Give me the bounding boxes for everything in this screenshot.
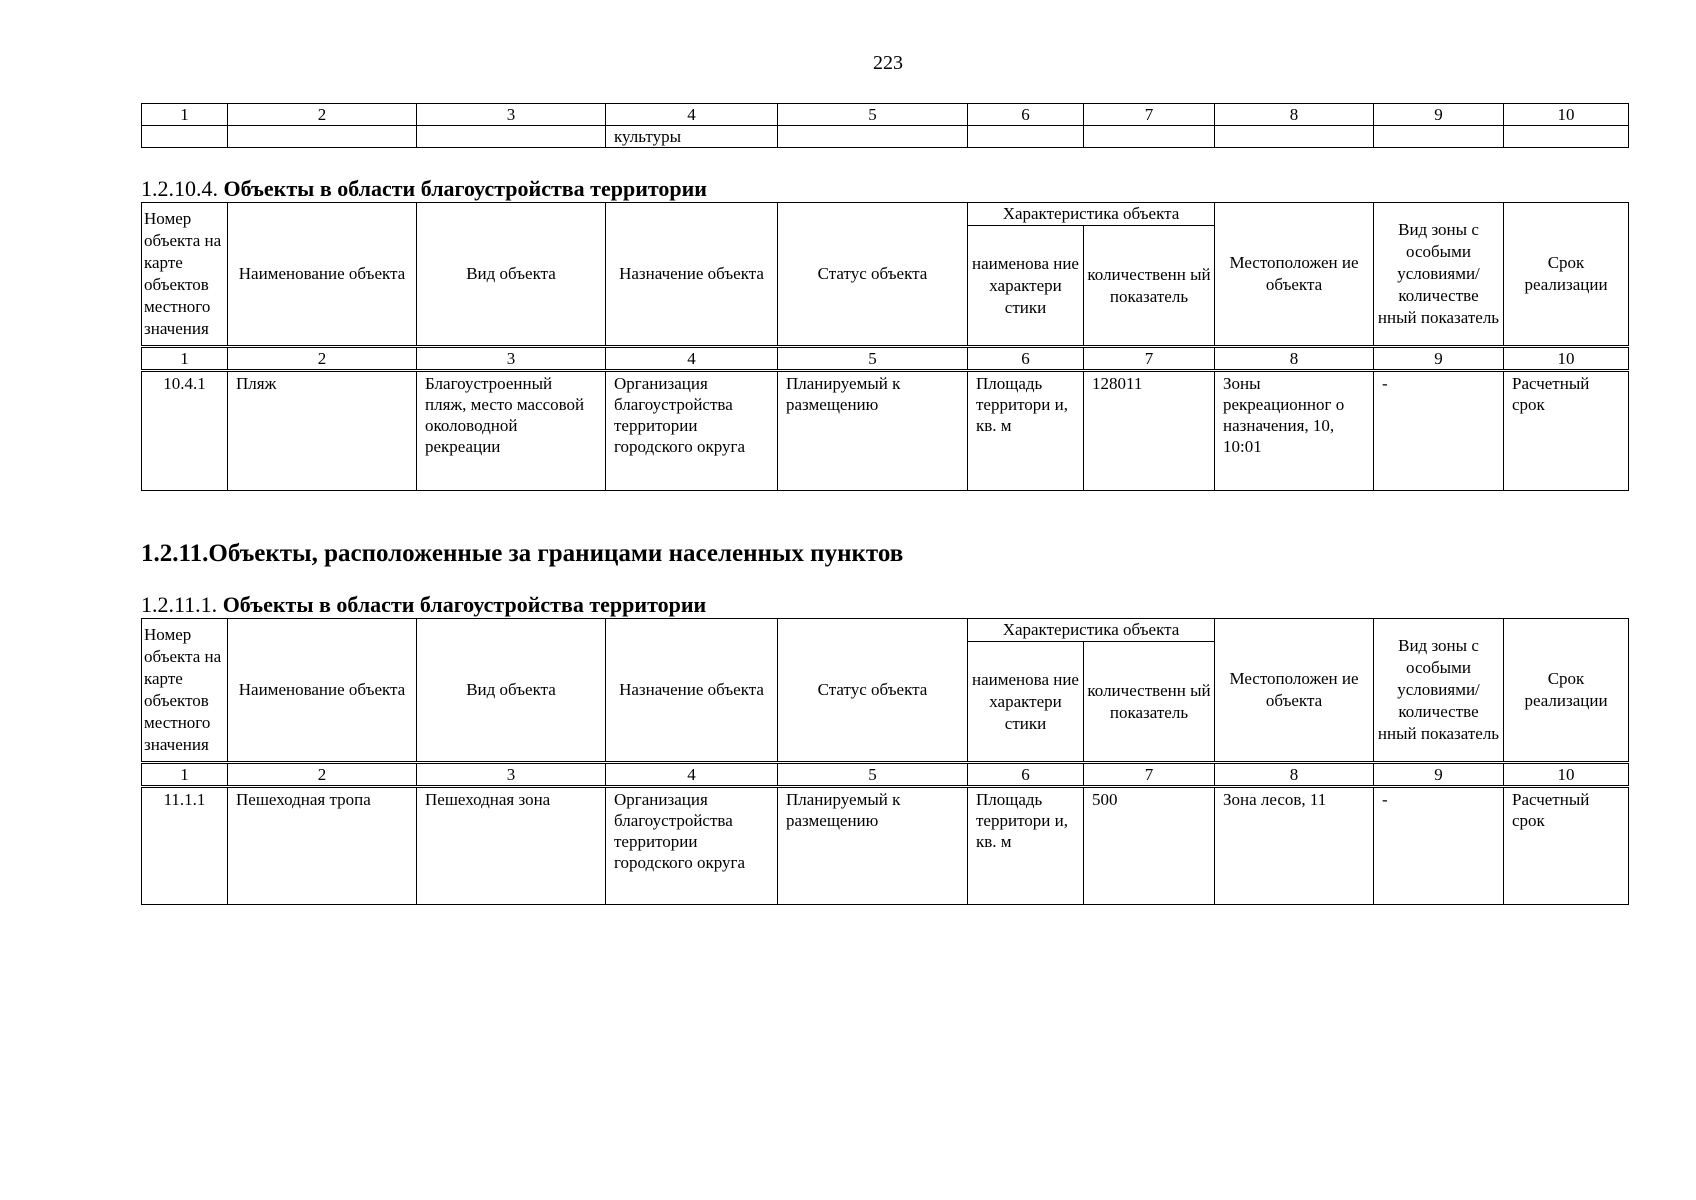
header-location: Местоположен ие объекта <box>1215 203 1374 347</box>
column-number: 8 <box>1215 763 1374 787</box>
column-number: 3 <box>417 347 606 371</box>
cell-characteristic-value: 500 <box>1084 787 1215 905</box>
section-title: Объекты, расположенные за границами населенных пунктов <box>208 540 904 567</box>
cell-object-number: 11.1.1 <box>142 787 228 905</box>
cell-location: Зоны рекреационног о назначения, 10, 10:01 <box>1215 371 1374 491</box>
subsection-heading <box>141 176 707 202</box>
page-number: 223 <box>873 52 903 74</box>
header-location: Местоположен ие объекта <box>1215 619 1374 763</box>
cell-object-name: Пешеходная тропа <box>228 787 417 905</box>
header-term: Срок реализации <box>1504 203 1629 347</box>
column-number-row <box>142 104 1629 126</box>
section-number: 1.2.11. <box>141 540 209 567</box>
column-number: 6 <box>968 104 1084 126</box>
header-object-name: Наименование объекта <box>228 619 417 763</box>
header-characteristic-name: наименова ние характери стики <box>968 642 1084 763</box>
subsection-title: Объекты в области благоустройства территории <box>222 592 707 617</box>
cell-characteristic-name: Площадь территори и, кв. м <box>968 371 1084 491</box>
subsection-number: 1.2.10.4. <box>141 176 218 201</box>
subsection-number: 1.2.11.1. <box>141 592 218 617</box>
header-object-purpose: Назначение объекта <box>606 203 778 347</box>
column-number-row <box>142 347 1629 371</box>
header-characteristic-value: количественн ый показатель <box>1084 642 1215 763</box>
cell-special-zone: - <box>1374 787 1504 905</box>
column-number: 2 <box>228 347 417 371</box>
header-object-type: Вид объекта <box>417 619 606 763</box>
cell-purpose: культуры <box>606 126 778 148</box>
column-number: 8 <box>1215 347 1374 371</box>
column-number: 3 <box>417 763 606 787</box>
column-number: 2 <box>228 763 417 787</box>
table-row <box>142 787 1629 905</box>
column-number: 8 <box>1215 104 1374 126</box>
column-number: 5 <box>778 763 968 787</box>
column-number: 9 <box>1374 763 1504 787</box>
column-number: 10 <box>1504 763 1629 787</box>
subsection-title: Объекты в области благоустройства территории <box>223 176 707 201</box>
column-number: 5 <box>778 347 968 371</box>
column-number: 9 <box>1374 104 1504 126</box>
column-number: 10 <box>1504 347 1629 371</box>
column-number: 1 <box>142 104 228 126</box>
objects-table <box>141 618 1629 905</box>
column-number: 7 <box>1084 763 1215 787</box>
header-object-status: Статус объекта <box>778 203 968 347</box>
continuation-table <box>141 103 1629 148</box>
objects-table <box>141 202 1629 491</box>
cell-term: Расчетный срок <box>1504 371 1629 491</box>
column-number: 9 <box>1374 347 1504 371</box>
cell-special-zone: - <box>1374 371 1504 491</box>
column-number: 4 <box>606 104 778 126</box>
column-number-row <box>142 763 1629 787</box>
header-object-purpose: Назначение объекта <box>606 619 778 763</box>
cell-term: Расчетный срок <box>1504 787 1629 905</box>
cell-characteristic-value: 128011 <box>1084 371 1215 491</box>
cell-object-status: Планируемый к размещению <box>778 787 968 905</box>
column-number: 7 <box>1084 104 1215 126</box>
header-object-status: Статус объекта <box>778 619 968 763</box>
cell-object-purpose: Организация благоустройства территории городского округа <box>606 787 778 905</box>
column-number: 5 <box>778 104 968 126</box>
cell-object-type: Благоустроенный пляж, место массовой околоводной рекреации <box>417 371 606 491</box>
column-number: 2 <box>228 104 417 126</box>
cell-object-type: Пешеходная зона <box>417 787 606 905</box>
header-characteristic-name: наименова ние характери стики <box>968 226 1084 347</box>
column-number: 4 <box>606 763 778 787</box>
column-number: 4 <box>606 347 778 371</box>
header-characteristic-value: количественн ый показатель <box>1084 226 1215 347</box>
cell-object-number: 10.4.1 <box>142 371 228 491</box>
header-object-name: Наименование объекта <box>228 203 417 347</box>
header-characteristic-group: Характеристика объекта <box>968 203 1215 226</box>
header-term: Срок реализации <box>1504 619 1629 763</box>
table-row <box>142 126 1629 148</box>
section-heading <box>141 540 903 568</box>
column-number: 1 <box>142 347 228 371</box>
header-object-number: Номер объекта на карте объектов местного значения <box>142 203 228 347</box>
column-number: 1 <box>142 763 228 787</box>
column-number: 3 <box>417 104 606 126</box>
header-characteristic-group: Характеристика объекта <box>968 619 1215 642</box>
header-special-zone: Вид зоны с особыми условиями/ количестве нный показатель <box>1374 619 1504 763</box>
cell-object-name: Пляж <box>228 371 417 491</box>
subsection-heading <box>141 592 706 618</box>
cell-characteristic-name: Площадь территори и, кв. м <box>968 787 1084 905</box>
cell-location: Зона лесов, 11 <box>1215 787 1374 905</box>
table-row <box>142 371 1629 491</box>
column-number: 7 <box>1084 347 1215 371</box>
cell-object-purpose: Организация благоустройства территории городского округа <box>606 371 778 491</box>
column-number: 6 <box>968 763 1084 787</box>
column-number: 10 <box>1504 104 1629 126</box>
cell-object-status: Планируемый к размещению <box>778 371 968 491</box>
header-special-zone: Вид зоны с особыми условиями/ количестве нный показатель <box>1374 203 1504 347</box>
column-number: 6 <box>968 347 1084 371</box>
header-object-number: Номер объекта на карте объектов местного значения <box>142 619 228 763</box>
header-object-type: Вид объекта <box>417 203 606 347</box>
